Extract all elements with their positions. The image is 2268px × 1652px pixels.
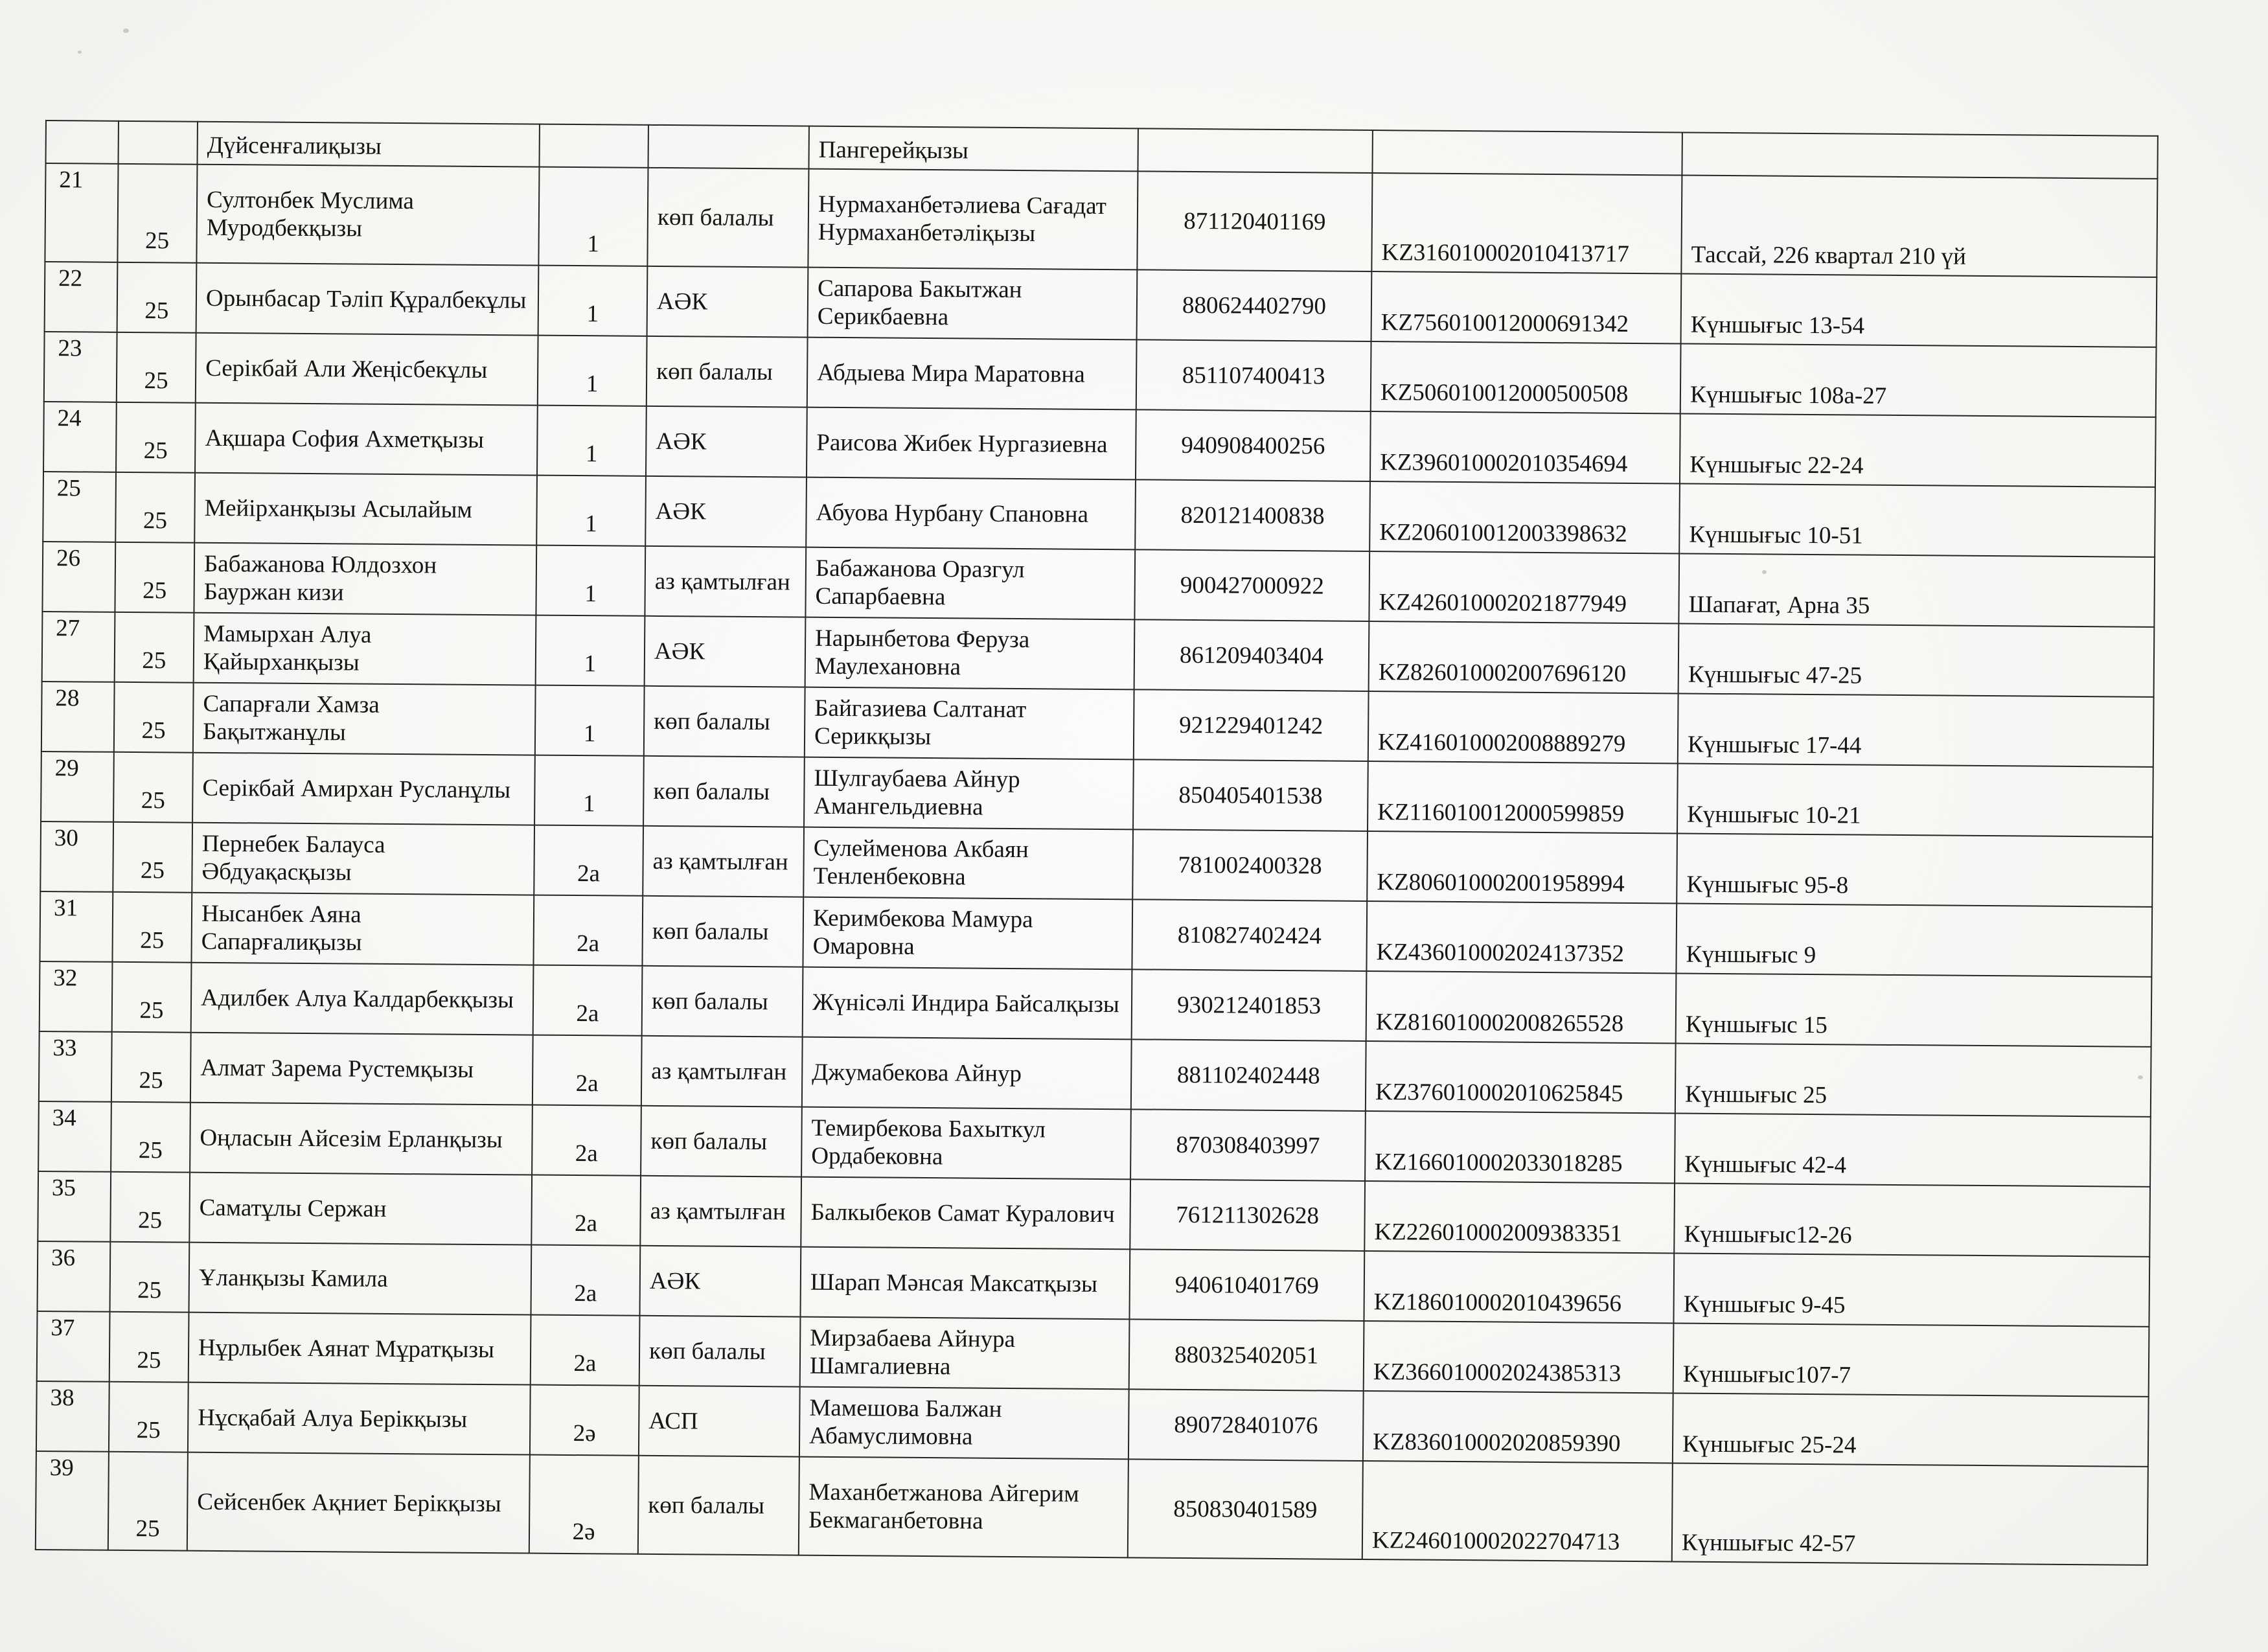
cell-category: АӘК — [645, 476, 807, 547]
cell-age: 25 — [110, 1242, 190, 1313]
cell-no: 36 — [38, 1241, 111, 1312]
cell-age: 25 — [113, 822, 192, 893]
scan-speck — [78, 51, 82, 54]
cell-no: 34 — [38, 1101, 111, 1172]
cell-account: KZ806010002001958994 — [1367, 831, 1677, 904]
cell-child-name: Султонбек Муслима Муродбекқызы — [196, 165, 539, 266]
cell-account: KZ416010002008889279 — [1368, 691, 1678, 764]
cell-parent-name: Балкыбеков Самат Куралович — [801, 1177, 1130, 1250]
cell-category: АӘК — [647, 266, 808, 338]
cell-no: 37 — [37, 1311, 110, 1382]
cell-iin: 921229401242 — [1134, 689, 1369, 761]
cell-child-name: Сейсенбек Ақниет Берікқызы — [187, 1452, 530, 1554]
cell-no: 26 — [42, 542, 115, 612]
cell-age: 25 — [108, 1452, 188, 1551]
cell-category: АСП — [639, 1386, 800, 1457]
cell-child-name: Алмат Зарема Рустемқызы — [190, 1033, 533, 1105]
cell-category: көп балалы — [642, 966, 803, 1037]
cell-age: 25 — [109, 1382, 189, 1452]
cell-no: 31 — [40, 891, 113, 962]
cell-parent-name: Мирзабаева Айнура Шамгалиевна — [800, 1317, 1130, 1390]
cell-child-name: Сапарғали Хамза Бақытжанұлы — [193, 683, 536, 755]
cell-account: KZ376010002010625845 — [1366, 1041, 1676, 1114]
cell-account: KZ246010002022704713 — [1362, 1461, 1673, 1561]
cell-child-name: Адилбек Алуа Калдарбекқызы — [191, 963, 534, 1035]
cell-address: Күншығыс 25-24 — [1673, 1393, 2149, 1466]
cell-iin: 940908400256 — [1136, 409, 1371, 481]
cell-parent-name: Нурмаханбетәлиева Сағадат Нурмаханбетәліқызы — [808, 169, 1138, 270]
cell-parent-name: Абдыева Мира Маратовна — [807, 338, 1137, 410]
cell-group: 1 — [538, 266, 648, 336]
cell-address: Тассай, 226 квартал 210 үй — [1681, 176, 2157, 277]
cell-address: Күншығыс 22-24 — [1680, 414, 2156, 487]
cell-category: аз қамтылған — [640, 1176, 801, 1247]
cell-child-name: Оңласын Айсезім Ерланқызы — [190, 1103, 533, 1175]
table-row — [45, 163, 2157, 277]
cell-address: Күншығыс 42-57 — [1672, 1463, 2148, 1565]
cell-account — [1372, 130, 1682, 176]
cell-group: 1 — [536, 615, 645, 686]
cell-iin: 850830401589 — [1128, 1459, 1363, 1559]
cell-no: 24 — [43, 402, 117, 472]
cell-parent-name: Керимбекова Мамура Омаровна — [803, 897, 1132, 970]
cell-age: 25 — [112, 962, 192, 1033]
cell-address: Күншығыс 47-25 — [1678, 624, 2155, 697]
cell-account: KZ816010002008265528 — [1366, 971, 1677, 1044]
cell-iin — [1138, 128, 1372, 173]
cell-child-name: Бабажанова Юлдозхон Бауржан кизи — [194, 543, 536, 615]
cell-category: көп балалы — [647, 168, 808, 268]
cell-group: 1 — [536, 545, 645, 616]
cell-group: 2а — [534, 825, 643, 896]
cell-no: 38 — [36, 1381, 109, 1452]
cell-child-name: Ұланқызы Камила — [189, 1243, 532, 1315]
cell-no: 32 — [40, 961, 113, 1032]
cell-age: 25 — [111, 1032, 191, 1103]
cell-account: KZ836010002020859390 — [1363, 1391, 1673, 1463]
cell-parent-name: Нарынбетова Феруза Маулехановна — [805, 617, 1135, 690]
cell-age: 25 — [112, 892, 192, 963]
cell-address: Күншығыс 9-45 — [1673, 1253, 2149, 1326]
cell-child-name: Мамырхан Алуа Қайырханқызы — [194, 613, 536, 685]
cell-group: 2а — [531, 1245, 640, 1316]
cell-child-name: Дүйсенғалиқызы — [198, 122, 540, 167]
cell-address: Күншығыс 9 — [1676, 903, 2152, 976]
cell-parent-name: Мамешова Балжан Абамуслимовна — [799, 1387, 1129, 1460]
cell-child-name: Пернебек Балауса Әбдуақасқызы — [192, 823, 534, 895]
cell-parent-name: Абуова Нурбану Спановна — [806, 477, 1136, 550]
cell-child-name: Орынбасар Тәліп Құралбекұлы — [196, 263, 539, 336]
cell-group: 2ә — [530, 1385, 639, 1456]
cell-child-name: Серікбай Амирхан Русланұлы — [192, 753, 535, 825]
cell-address: Күншығыс 10-21 — [1677, 763, 2153, 836]
cell-no: 21 — [45, 163, 118, 262]
cell-address: Күншығыс 95-8 — [1677, 833, 2153, 906]
cell-no: 27 — [42, 612, 115, 682]
cell-account: KZ206010012003398632 — [1369, 481, 1680, 554]
cell-account: KZ826010002007696120 — [1369, 621, 1679, 694]
registry-table — [35, 120, 2159, 1566]
cell-address: Күншығыс107-7 — [1673, 1323, 2149, 1396]
cell-age: 25 — [115, 612, 194, 683]
cell-age: 25 — [116, 402, 196, 473]
cell-group: 1 — [534, 755, 644, 826]
cell-group: 2ә — [529, 1455, 639, 1554]
cell-group: 2а — [533, 1035, 642, 1106]
cell-iin: 820121400838 — [1135, 479, 1370, 551]
cell-parent-name: Маханбетжанова Айгерим Бекмаганбетовна — [799, 1457, 1128, 1558]
cell-no: 25 — [43, 472, 116, 542]
cell-address — [1682, 133, 2157, 179]
cell-age: 25 — [117, 262, 197, 333]
cell-group: 2а — [531, 1315, 640, 1386]
cell-group: 1 — [537, 406, 647, 476]
cell-age: 25 — [115, 542, 194, 613]
cell-parent-name: Бабажанова Оразгул Сапарбаевна — [805, 547, 1135, 620]
cell-iin: 900427000922 — [1134, 549, 1369, 621]
cell-category: АӘК — [646, 406, 807, 477]
cell-address: Шапағат, Арна 35 — [1678, 554, 2155, 627]
cell-address: Күншығыс 42-4 — [1675, 1113, 2151, 1186]
cell-group: 1 — [538, 336, 647, 406]
cell-no — [46, 120, 119, 164]
cell-iin: 940610401769 — [1129, 1249, 1364, 1321]
cell-iin: 861209403404 — [1134, 619, 1369, 691]
cell-address: Күншығыс 17-44 — [1678, 694, 2154, 767]
cell-parent-name: Сулейменова Акбаян Тенленбековна — [803, 827, 1133, 900]
cell-age: 25 — [114, 682, 194, 753]
cell-age: 25 — [111, 1102, 190, 1173]
cell-iin: 881102402448 — [1131, 1039, 1366, 1111]
cell-age — [119, 121, 198, 165]
cell-parent-name: Темирбекова Бахыткул Ордабековна — [801, 1107, 1131, 1180]
cell-category: АӘК — [639, 1246, 801, 1317]
cell-iin: 761211302628 — [1130, 1179, 1365, 1251]
cell-child-name: Нұсқабай Алуа Берікқызы — [188, 1382, 531, 1455]
cell-age: 25 — [115, 472, 195, 543]
cell-category: аз қамтылған — [643, 826, 804, 897]
cell-iin: 781002400328 — [1132, 829, 1368, 901]
cell-account: KZ226010002009383351 — [1364, 1181, 1675, 1254]
cell-account: KZ316010002010413717 — [1371, 173, 1682, 273]
cell-child-name: Нысанбек Аяна Сапарғалиқызы — [191, 893, 534, 965]
cell-iin: 871120401169 — [1137, 171, 1372, 271]
cell-no: 29 — [41, 751, 114, 822]
cell-group: 2а — [533, 895, 643, 966]
cell-address: Күншығыс 15 — [1676, 973, 2152, 1046]
cell-category: көп балалы — [638, 1456, 799, 1555]
scan-speck — [123, 29, 129, 33]
cell-no: 30 — [40, 821, 113, 892]
cell-category: көп балалы — [639, 1316, 801, 1387]
cell-account: KZ426010002021877949 — [1369, 551, 1679, 624]
cell-group: 2а — [531, 1175, 641, 1246]
cell-iin: 851107400413 — [1136, 339, 1371, 411]
cell-parent-name: Шарап Мәнсая Максатқызы — [800, 1247, 1130, 1320]
cell-group: 1 — [535, 685, 645, 756]
cell-age: 25 — [110, 1172, 190, 1243]
cell-category: көп балалы — [643, 756, 805, 827]
cell-account: KZ506010012000500508 — [1371, 341, 1681, 414]
cell-group: 2а — [532, 1105, 641, 1176]
cell-iin: 810827402424 — [1132, 899, 1367, 971]
cell-age: 25 — [109, 1312, 189, 1382]
table-row — [36, 1451, 2148, 1565]
cell-parent-name: Раисова Жибек Нургазиевна — [807, 407, 1136, 480]
cell-age: 25 — [117, 164, 197, 263]
cell-address: Күншығыс12-26 — [1674, 1183, 2150, 1256]
cell-parent-name: Жүнісәлі Индира Байсалқызы — [803, 967, 1132, 1040]
cell-account: KZ166010002033018285 — [1365, 1111, 1675, 1184]
cell-account: KZ366010002024385313 — [1364, 1321, 1674, 1394]
cell-no: 39 — [36, 1451, 109, 1550]
cell-account: KZ186010002010439656 — [1364, 1251, 1674, 1324]
registry-table-body — [36, 120, 2158, 1565]
cell-account: KZ396010002010354694 — [1370, 411, 1680, 484]
cell-category: көп балалы — [642, 896, 803, 967]
cell-parent-name: Сапарова Бакытжан Серикбаевна — [808, 268, 1138, 340]
cell-category: көп балалы — [647, 336, 808, 407]
cell-address: Күншығыс 25 — [1675, 1043, 2151, 1116]
cell-category: көп балалы — [641, 1106, 802, 1177]
cell-group: 1 — [536, 476, 646, 546]
cell-iin: 880624402790 — [1137, 270, 1372, 341]
cell-child-name: Нұрлыбек Аянат Мұратқызы — [189, 1313, 531, 1385]
cell-group: 1 — [538, 167, 648, 266]
cell-account: KZ756010012000691342 — [1371, 271, 1682, 344]
cell-child-name: Мейірханқызы Асылайым — [194, 473, 537, 545]
cell-child-name: Серікбай Али Жеңісбекұлы — [196, 333, 538, 406]
cell-parent-name: Байгазиева Салтанат Серикқызы — [805, 687, 1134, 760]
cell-group: 2а — [533, 965, 643, 1036]
cell-address: Күншығыс 10-51 — [1679, 484, 2155, 557]
cell-parent-name: Джумабекова Айнур — [802, 1037, 1132, 1110]
cell-age: 25 — [117, 332, 196, 403]
cell-address: Күншығыс 108а-27 — [1680, 344, 2157, 417]
cell-iin: 890728401076 — [1128, 1389, 1364, 1461]
cell-account: KZ116010012000599859 — [1368, 761, 1678, 834]
cell-no: 28 — [41, 682, 115, 752]
cell-age: 25 — [113, 752, 193, 823]
cell-iin: 930212401853 — [1132, 969, 1367, 1041]
cell-category: аз қамтылған — [645, 546, 806, 617]
cell-child-name: Ақшара София Ахметқызы — [195, 403, 538, 476]
cell-no: 23 — [44, 332, 117, 402]
cell-category: АӘК — [645, 616, 806, 687]
cell-address: Күншығыс 13-54 — [1681, 274, 2157, 347]
cell-category: көп балалы — [644, 686, 805, 757]
cell-child-name: Саматұлы Сержан — [189, 1173, 532, 1245]
cell-no: 22 — [45, 262, 118, 332]
cell-parent-name: Шулгаубаева Айнур Амангельдиевна — [804, 757, 1134, 830]
cell-no: 35 — [38, 1171, 111, 1242]
cell-iin: 880325402051 — [1129, 1319, 1364, 1391]
cell-no: 33 — [39, 1031, 112, 1102]
registry-table-frame — [36, 120, 2157, 1557]
cell-group — [539, 124, 648, 168]
cell-iin: 850405401538 — [1133, 759, 1368, 831]
cell-iin: 870308403997 — [1130, 1109, 1366, 1181]
cell-category — [648, 125, 808, 169]
cell-account: KZ436010002024137352 — [1366, 901, 1677, 974]
cell-category: аз қамтылған — [641, 1036, 803, 1107]
cell-parent-name: Пангерейқызы — [808, 126, 1138, 172]
